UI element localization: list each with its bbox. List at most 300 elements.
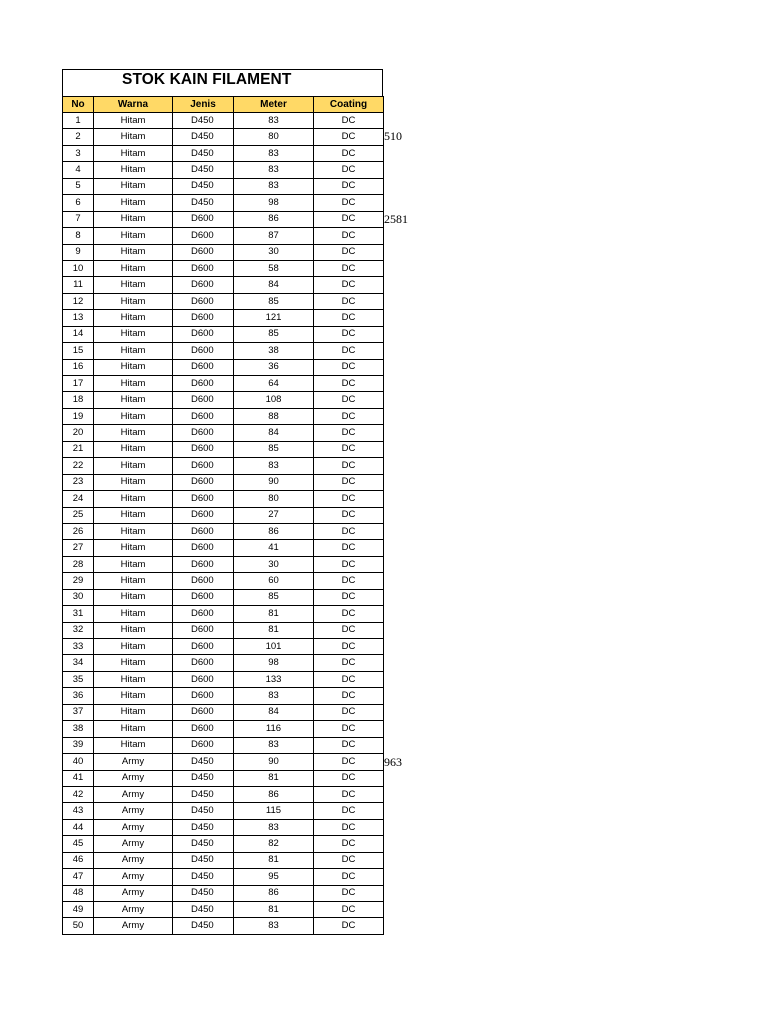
cell-jenis: D450 [173,902,234,918]
cell-warna: Hitam [94,326,173,342]
header-coating: Coating [314,97,384,113]
table-row [63,704,384,720]
cell-no: 41 [63,770,94,786]
cell-coating: DC [314,145,384,161]
cell-meter: 80 [234,129,314,145]
cell-warna: Hitam [94,228,173,244]
table-row [63,425,384,441]
cell-no: 43 [63,803,94,819]
cell-coating: DC [314,343,384,359]
cell-warna: Hitam [94,211,173,227]
table-row [63,326,384,342]
cell-warna: Hitam [94,589,173,605]
cell-warna: Hitam [94,145,173,161]
cell-warna: Hitam [94,195,173,211]
cell-meter: 85 [234,589,314,605]
cell-warna: Hitam [94,606,173,622]
table-row [63,918,384,934]
cell-jenis: D600 [173,458,234,474]
cell-meter: 87 [234,228,314,244]
cell-no: 24 [63,491,94,507]
table-row [63,260,384,276]
header-meter: Meter [234,97,314,113]
cell-no: 14 [63,326,94,342]
cell-coating: DC [314,162,384,178]
cell-coating: DC [314,113,384,129]
cell-coating: DC [314,819,384,835]
cell-warna: Hitam [94,113,173,129]
cell-coating: DC [314,523,384,539]
header-row [63,97,384,113]
cell-meter: 133 [234,671,314,687]
table-row [63,458,384,474]
cell-warna: Hitam [94,310,173,326]
cell-meter: 83 [234,178,314,194]
cell-coating: DC [314,178,384,194]
cell-warna: Hitam [94,277,173,293]
cell-jenis: D600 [173,310,234,326]
cell-no: 7 [63,211,94,227]
cell-warna: Army [94,885,173,901]
cell-meter: 81 [234,852,314,868]
cell-meter: 98 [234,195,314,211]
cell-no: 11 [63,277,94,293]
cell-no: 5 [63,178,94,194]
cell-warna: Hitam [94,573,173,589]
cell-meter: 90 [234,754,314,770]
cell-jenis: D600 [173,293,234,309]
cell-warna: Hitam [94,507,173,523]
cell-jenis: D600 [173,556,234,572]
cell-coating: DC [314,688,384,704]
cell-warna: Hitam [94,441,173,457]
cell-meter: 83 [234,145,314,161]
cell-meter: 30 [234,244,314,260]
table-row [63,606,384,622]
cell-jenis: D450 [173,869,234,885]
cell-meter: 41 [234,540,314,556]
table-row [63,885,384,901]
cell-jenis: D600 [173,244,234,260]
table-row [63,129,384,145]
cell-jenis: D600 [173,622,234,638]
cell-jenis: D600 [173,359,234,375]
cell-meter: 81 [234,606,314,622]
table-row [63,507,384,523]
table-row [63,655,384,671]
cell-warna: Hitam [94,458,173,474]
cell-coating: DC [314,211,384,227]
table-row [63,178,384,194]
cell-no: 3 [63,145,94,161]
cell-jenis: D450 [173,786,234,802]
cell-meter: 101 [234,639,314,655]
cell-meter: 81 [234,622,314,638]
cell-coating: DC [314,556,384,572]
cell-meter: 36 [234,359,314,375]
cell-coating: DC [314,376,384,392]
cell-jenis: D600 [173,491,234,507]
cell-jenis: D600 [173,408,234,424]
table-row [63,573,384,589]
cell-jenis: D600 [173,326,234,342]
cell-coating: DC [314,589,384,605]
cell-jenis: D600 [173,523,234,539]
cell-warna: Hitam [94,129,173,145]
cell-no: 25 [63,507,94,523]
cell-meter: 83 [234,918,314,934]
cell-jenis: D450 [173,195,234,211]
cell-jenis: D600 [173,392,234,408]
cell-no: 8 [63,228,94,244]
table-row [63,376,384,392]
cell-no: 12 [63,293,94,309]
table-row [63,343,384,359]
table-row [63,852,384,868]
table-row [63,145,384,161]
cell-coating: DC [314,671,384,687]
cell-no: 21 [63,441,94,457]
cell-warna: Hitam [94,737,173,753]
cell-coating: DC [314,408,384,424]
cell-meter: 80 [234,491,314,507]
cell-warna: Army [94,918,173,934]
cell-no: 48 [63,885,94,901]
table-row [63,392,384,408]
table-row [63,754,384,770]
cell-no: 19 [63,408,94,424]
title-row [62,69,383,96]
cell-no: 40 [63,754,94,770]
cell-no: 37 [63,704,94,720]
table-row [63,671,384,687]
stock-table [62,96,384,935]
cell-jenis: D600 [173,343,234,359]
cell-warna: Hitam [94,425,173,441]
cell-meter: 84 [234,425,314,441]
cell-no: 34 [63,655,94,671]
cell-jenis: D600 [173,211,234,227]
table-row [63,195,384,211]
cell-no: 46 [63,852,94,868]
cell-no: 9 [63,244,94,260]
cell-jenis: D450 [173,145,234,161]
cell-meter: 85 [234,326,314,342]
cell-warna: Hitam [94,655,173,671]
cell-no: 44 [63,819,94,835]
side-note: 510 [384,129,402,144]
cell-meter: 83 [234,162,314,178]
cell-warna: Hitam [94,178,173,194]
cell-warna: Army [94,869,173,885]
cell-jenis: D600 [173,589,234,605]
cell-meter: 108 [234,392,314,408]
cell-no: 2 [63,129,94,145]
cell-no: 47 [63,869,94,885]
cell-coating: DC [314,704,384,720]
cell-warna: Hitam [94,704,173,720]
table-row [63,293,384,309]
cell-warna: Hitam [94,343,173,359]
table-row [63,277,384,293]
cell-no: 36 [63,688,94,704]
cell-jenis: D450 [173,113,234,129]
cell-no: 31 [63,606,94,622]
table-row [63,441,384,457]
cell-jenis: D600 [173,277,234,293]
cell-coating: DC [314,852,384,868]
cell-jenis: D600 [173,704,234,720]
side-note: 963 [384,754,402,769]
cell-meter: 64 [234,376,314,392]
cell-coating: DC [314,885,384,901]
cell-jenis: D600 [173,507,234,523]
header-no: No [63,97,94,113]
table-row [63,359,384,375]
cell-no: 50 [63,918,94,934]
cell-jenis: D600 [173,655,234,671]
cell-meter: 95 [234,869,314,885]
cell-warna: Army [94,836,173,852]
cell-no: 28 [63,556,94,572]
cell-warna: Hitam [94,671,173,687]
table-row [63,556,384,572]
table-row [63,786,384,802]
cell-meter: 81 [234,770,314,786]
cell-jenis: D600 [173,573,234,589]
cell-coating: DC [314,902,384,918]
cell-jenis: D450 [173,770,234,786]
table-row [63,491,384,507]
cell-meter: 60 [234,573,314,589]
stock-sheet [62,69,383,935]
cell-meter: 83 [234,737,314,753]
cell-jenis: D600 [173,441,234,457]
cell-coating: DC [314,458,384,474]
cell-meter: 85 [234,441,314,457]
cell-jenis: D600 [173,376,234,392]
table-row [63,310,384,326]
cell-coating: DC [314,869,384,885]
table-row [63,228,384,244]
cell-jenis: D600 [173,688,234,704]
cell-coating: DC [314,491,384,507]
cell-meter: 121 [234,310,314,326]
cell-jenis: D600 [173,260,234,276]
cell-no: 27 [63,540,94,556]
cell-coating: DC [314,277,384,293]
table-row [63,836,384,852]
table-row [63,688,384,704]
cell-no: 30 [63,589,94,605]
cell-no: 32 [63,622,94,638]
cell-jenis: D450 [173,852,234,868]
cell-meter: 58 [234,260,314,276]
cell-meter: 84 [234,277,314,293]
cell-jenis: D600 [173,639,234,655]
cell-meter: 98 [234,655,314,671]
table-row [63,770,384,786]
cell-warna: Hitam [94,622,173,638]
cell-meter: 83 [234,458,314,474]
header-jenis: Jenis [173,97,234,113]
cell-meter: 86 [234,786,314,802]
cell-no: 26 [63,523,94,539]
cell-no: 29 [63,573,94,589]
header-warna: Warna [94,97,173,113]
cell-warna: Hitam [94,376,173,392]
cell-warna: Hitam [94,293,173,309]
cell-coating: DC [314,803,384,819]
cell-warna: Army [94,902,173,918]
cell-meter: 115 [234,803,314,819]
cell-warna: Hitam [94,359,173,375]
cell-no: 39 [63,737,94,753]
cell-warna: Army [94,819,173,835]
cell-coating: DC [314,507,384,523]
cell-jenis: D600 [173,228,234,244]
cell-no: 38 [63,721,94,737]
cell-meter: 82 [234,836,314,852]
table-row [63,622,384,638]
cell-coating: DC [314,260,384,276]
cell-coating: DC [314,622,384,638]
cell-coating: DC [314,425,384,441]
table-row [63,902,384,918]
cell-coating: DC [314,441,384,457]
cell-no: 42 [63,786,94,802]
cell-no: 49 [63,902,94,918]
cell-warna: Hitam [94,688,173,704]
cell-jenis: D450 [173,162,234,178]
cell-jenis: D450 [173,754,234,770]
cell-coating: DC [314,293,384,309]
table-row [63,540,384,556]
cell-coating: DC [314,786,384,802]
cell-coating: DC [314,326,384,342]
table-row [63,244,384,260]
cell-coating: DC [314,195,384,211]
cell-meter: 83 [234,113,314,129]
cell-coating: DC [314,655,384,671]
cell-meter: 90 [234,474,314,490]
cell-jenis: D450 [173,129,234,145]
cell-no: 13 [63,310,94,326]
table-row [63,162,384,178]
cell-warna: Hitam [94,556,173,572]
cell-jenis: D450 [173,178,234,194]
cell-coating: DC [314,737,384,753]
cell-coating: DC [314,754,384,770]
cell-coating: DC [314,474,384,490]
cell-warna: Hitam [94,721,173,737]
table-body [63,113,384,935]
table-row [63,869,384,885]
cell-coating: DC [314,392,384,408]
cell-meter: 86 [234,885,314,901]
cell-jenis: D450 [173,803,234,819]
cell-meter: 83 [234,688,314,704]
table-row [63,819,384,835]
cell-meter: 86 [234,523,314,539]
cell-warna: Army [94,803,173,819]
cell-no: 16 [63,359,94,375]
cell-jenis: D600 [173,606,234,622]
cell-jenis: D450 [173,918,234,934]
cell-jenis: D600 [173,737,234,753]
cell-jenis: D600 [173,721,234,737]
cell-coating: DC [314,606,384,622]
cell-warna: Hitam [94,474,173,490]
cell-coating: DC [314,540,384,556]
table-row [63,737,384,753]
cell-jenis: D450 [173,885,234,901]
cell-no: 15 [63,343,94,359]
cell-warna: Hitam [94,540,173,556]
cell-coating: DC [314,244,384,260]
cell-jenis: D600 [173,671,234,687]
cell-meter: 30 [234,556,314,572]
cell-no: 6 [63,195,94,211]
cell-warna: Hitam [94,244,173,260]
cell-meter: 27 [234,507,314,523]
table-row [63,408,384,424]
cell-meter: 116 [234,721,314,737]
cell-warna: Army [94,852,173,868]
cell-warna: Hitam [94,392,173,408]
cell-coating: DC [314,639,384,655]
table-row [63,113,384,129]
cell-meter: 88 [234,408,314,424]
cell-coating: DC [314,918,384,934]
cell-no: 45 [63,836,94,852]
table-row [63,474,384,490]
cell-coating: DC [314,721,384,737]
cell-warna: Hitam [94,408,173,424]
cell-jenis: D600 [173,425,234,441]
cell-coating: DC [314,770,384,786]
cell-warna: Hitam [94,260,173,276]
cell-no: 4 [63,162,94,178]
table-row [63,721,384,737]
cell-warna: Army [94,786,173,802]
table-row [63,803,384,819]
cell-coating: DC [314,573,384,589]
cell-warna: Hitam [94,162,173,178]
table-row [63,639,384,655]
cell-jenis: D600 [173,474,234,490]
cell-coating: DC [314,359,384,375]
cell-no: 20 [63,425,94,441]
cell-meter: 38 [234,343,314,359]
cell-no: 33 [63,639,94,655]
cell-no: 22 [63,458,94,474]
cell-warna: Hitam [94,523,173,539]
cell-no: 18 [63,392,94,408]
cell-meter: 84 [234,704,314,720]
table-row [63,211,384,227]
cell-jenis: D450 [173,836,234,852]
side-note: 2581 [384,211,408,226]
cell-coating: DC [314,129,384,145]
cell-no: 35 [63,671,94,687]
cell-coating: DC [314,310,384,326]
cell-no: 17 [63,376,94,392]
cell-warna: Army [94,754,173,770]
cell-jenis: D600 [173,540,234,556]
sheet-title: STOK KAIN FILAMENT [122,71,292,88]
cell-meter: 83 [234,819,314,835]
